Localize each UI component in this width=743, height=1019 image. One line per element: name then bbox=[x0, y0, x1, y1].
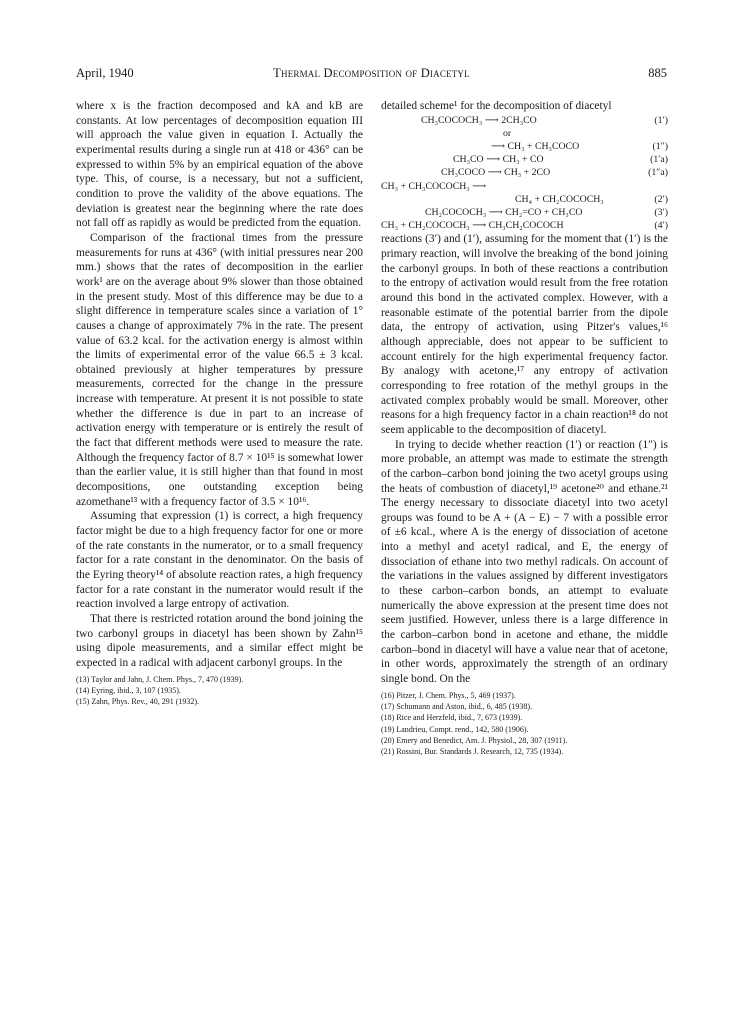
footnote: (20) Emery and Benedict, Am. J. Physiol., 28, 307 (1911). bbox=[381, 735, 568, 745]
footnotes bbox=[381, 690, 668, 758]
footnote: (16) Pitzer, J. Chem. Phys., 5, 469 (1937). bbox=[381, 690, 516, 700]
page-number: 885 bbox=[648, 66, 667, 80]
footnote: (19) Landrieu, Compt. rend., 142, 580 (1906). bbox=[381, 724, 529, 734]
reaction-line: ⟶ CH₃ + CH₃COCO (1″) bbox=[491, 141, 668, 153]
running-header bbox=[76, 66, 667, 82]
reaction-line: or bbox=[503, 127, 512, 139]
reaction-line: CH₃COCOCH₃ ⟶ 2CH₃CO (1′) bbox=[421, 114, 668, 126]
reaction-line: CH₃ + CH₂COCOCH₃ ⟶ CH₃CH₂COCOCH (4′) bbox=[381, 220, 668, 232]
paragraph: detailed scheme¹ for the decomposition of diacetyl bbox=[381, 100, 612, 112]
footnote: (15) Zahn, Phys. Rev., 40, 291 (1932). bbox=[76, 697, 200, 707]
paragraph: That there is restricted rotation around the bond joining the two carbonyl groups in diacetyl has been shown by Zahn¹⁵ using dipole measurements, and a similar effect might be expected in a radical with adjacent carbonyl groups. In the bbox=[76, 612, 363, 669]
paragraph: In trying to decide whether reaction (1′) or reaction (1″) is more probable, an attempt was made to estimate the strength of the carbon–carbon bond joining the two acetyl groups using the heats of combustion of diacetyl,¹⁹ acetone²⁰ and ethane.²¹ The energy necessary to dissociate diacetyl into two acetyl groups was found to be A + (A − E) − 7 with a possible error of ±6 kcal., where A is the energy of dissociation of acetone into a methyl and acetyl radical, and E, the energy of dissociation of ethane into two methyl radicals. On account of the variations in the values assigned by different investigators to these carbon–carbon bonds, an attempt to evaluate numerically the above expression at the present time does not seem justified. However, unless there is a large difference in the carbon–carbon bond in acetone and ethane, the middle carbon–bond in diacetyl will have a value near that of acetone, in other words, approximately the strength of an ordinary single bond. On the bbox=[381, 438, 668, 686]
footnotes bbox=[76, 674, 363, 708]
reaction-line: CH₃CO ⟶ CH₃ + CO (1′a) bbox=[453, 154, 668, 166]
paragraph: Comparison of the fractional times from the pressure measurements for runs at 436° (with initial pressures near 200 mm.) shows that the rates of decomposition in the earlier work¹ are on the average about 9% slower than those obtained in the present study. Most of this difference may be due to a slight difference in temperature scales since a variation of 1° causes a change of approximately 7% in the rate. The present value of 63.2 kcal. for the activation energy is almost within the limits of experimental error of the value 66.5 ± 3 kcal. obtained previously at higher temperatures by pressure measurements, corrected for the change in the pressure increase with temperature. At present it is not possible to state whether the difference is due in part to an increase of activation energy with temperature or is entirely the result of the fact that different methods were used to measure the rate. Although the frequency factor of 8.7 × 10¹⁵ is somewhat lower than the earlier value, it is still higher than that found in most decompositions, one outstanding exception being azomethane¹³ with a frequency factor of 3.5 × 10¹⁶. bbox=[76, 231, 363, 508]
right-column bbox=[381, 99, 668, 757]
header-date: April, 1940 bbox=[76, 66, 134, 80]
paragraph: reactions (3′) and (1′), assuming for the moment that (1′) is the primary reaction, will involve the breaking of the bond joining the carbonyl groups. In both of these reactions a contribution to the entropy of activation would result from the free rotation around this bond in the activated complex. However, with a reasonable estimate of the potential barrier from the dipole data, the entropy of activation, using Pitzer's values,¹⁶ although appreciable, does not appear to be sufficient to account entirely for the high experimental frequency factor. By analogy with acetone,¹⁷ any entropy of activation corresponding to free rotation of the methyl groups in the activated complex probably would be small. Moreover, other reasons for a high frequency factor in a chain reaction¹⁸ do not seem applicable to the decomposition of diacetyl. bbox=[381, 233, 668, 436]
footnote: (21) Rossini, Bur. Standards J. Research, 12, 735 (1934). bbox=[381, 747, 564, 757]
footnote: (17) Schumann and Aston, ibid., 6, 485 (1938). bbox=[381, 701, 533, 711]
reaction-line: CH₃COCO ⟶ CH₃ + 2CO (1″a) bbox=[441, 167, 668, 179]
reaction-scheme bbox=[381, 114, 668, 233]
footnote: (14) Eyring, ibid., 3, 107 (1935). bbox=[76, 685, 181, 695]
footnote: (18) Rice and Herzfeld, ibid., 7, 673 (1939). bbox=[381, 713, 523, 723]
header-title: Thermal Decomposition of Diacetyl bbox=[273, 66, 470, 80]
reaction-line: CH₄ + CH₂COCOCH₃ (2′) bbox=[515, 193, 668, 205]
paragraph: where x is the fraction decomposed and kA and kB are constants. At low percentages of decomposition equation III will approach the value given in equation I. Actually the experimental results during a single run at 418 or 436° can be expressed to within 5% by an empirical equation of the above type. This, of course, is a necessary, but not a sufficient, condition to prove the validity of the above equations. The deviation is greatest near the beginning where the rate does not fall off as rapidly as would be predicted from the equation. bbox=[76, 100, 363, 230]
paragraph: Assuming that expression (1) is correct, a high frequency factor might be due to a high frequency factor for one or more of the rate constants in the numerator, or to a small frequency factor for a rate constant in the denominator. On the basis of the Eyring theory¹⁴ of absolute reaction rates, a high frequency factor for a rate constant in the numerator would result if the reaction involved a large entropy of activation. bbox=[76, 510, 363, 611]
footnote: (13) Taylor and Jahn, J. Chem. Phys., 7, 470 (1939). bbox=[76, 674, 244, 684]
reaction-line: CH₃ + CH₃COCOCH₃ ⟶ bbox=[381, 180, 487, 192]
reaction-line: CH₂COCOCH₃ ⟶ CH₂=CO + CH₃CO (3′) bbox=[425, 206, 668, 218]
left-column bbox=[76, 99, 363, 707]
